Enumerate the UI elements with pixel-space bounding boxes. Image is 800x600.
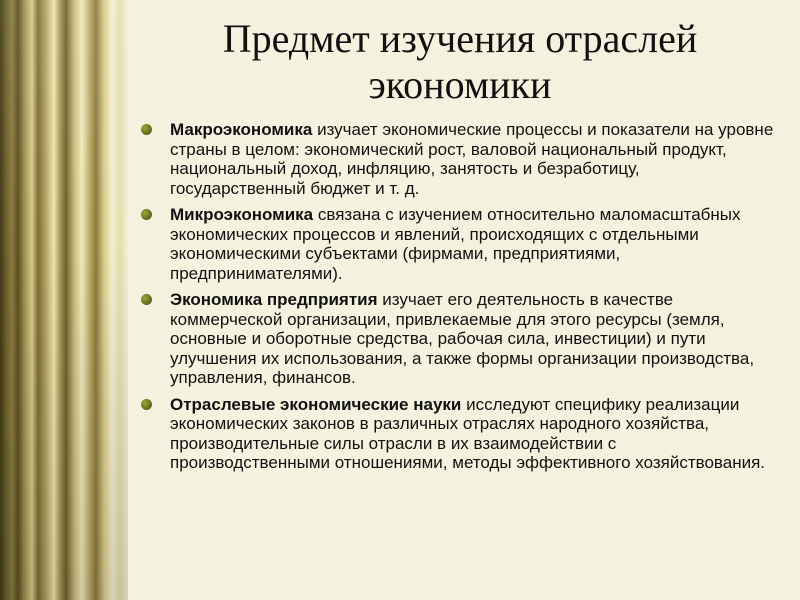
bullet-item-microeconomics (138, 205, 778, 283)
bullet-dot-icon (141, 209, 152, 220)
bullet-term: Экономика предприятия (170, 290, 378, 309)
bullet-term: Микроэкономика (170, 205, 314, 224)
bullet-dot-icon (141, 294, 152, 305)
bullet-dot-icon (141, 124, 152, 135)
bullet-term: Макроэкономика (170, 120, 313, 139)
slide-title: Предмет изучения отраслей экономики (222, 16, 698, 107)
bullet-text: исследуют специфику реализации экономических законов в различных отраслях народного хозяйства, производительные силы отрасли в их взаимодействии с производственными отношениями, методы эффективного хозяйствования. (170, 394, 766, 472)
bullet-item-enterprise-economics (138, 290, 778, 388)
bullet-text: изучает экономические процессы и показатели на уровне страны в целом: экономический рост, валовой национальный продукт, национальный доход, инфляцию, занятость и безработицу, государственный бюджет и т. д. (170, 120, 774, 198)
bullet-term: Отраслевые экономические науки (170, 394, 462, 414)
bullet-item-sectoral-economics (138, 395, 778, 473)
bullet-list (138, 120, 778, 480)
stripes-shading (0, 0, 128, 600)
bullet-item-macroeconomics (138, 120, 778, 198)
bullet-text: изучает его деятельность в качестве коммерческой организации, привлекаемые для этого ресурсы (земля, основные и оборотные средства, рабочая сила, инвестиции) и пути улучшения их использования, а также формы организации производства, управления, финансов. (170, 290, 755, 387)
bullet-dot-icon (141, 399, 152, 410)
bullet-text: связана с изучением относительно маломасштабных экономических процессов и явлений, происходящих с отдельными экономическими субъектами (фирмами, предприятиями, предпринимателями). (170, 205, 741, 283)
